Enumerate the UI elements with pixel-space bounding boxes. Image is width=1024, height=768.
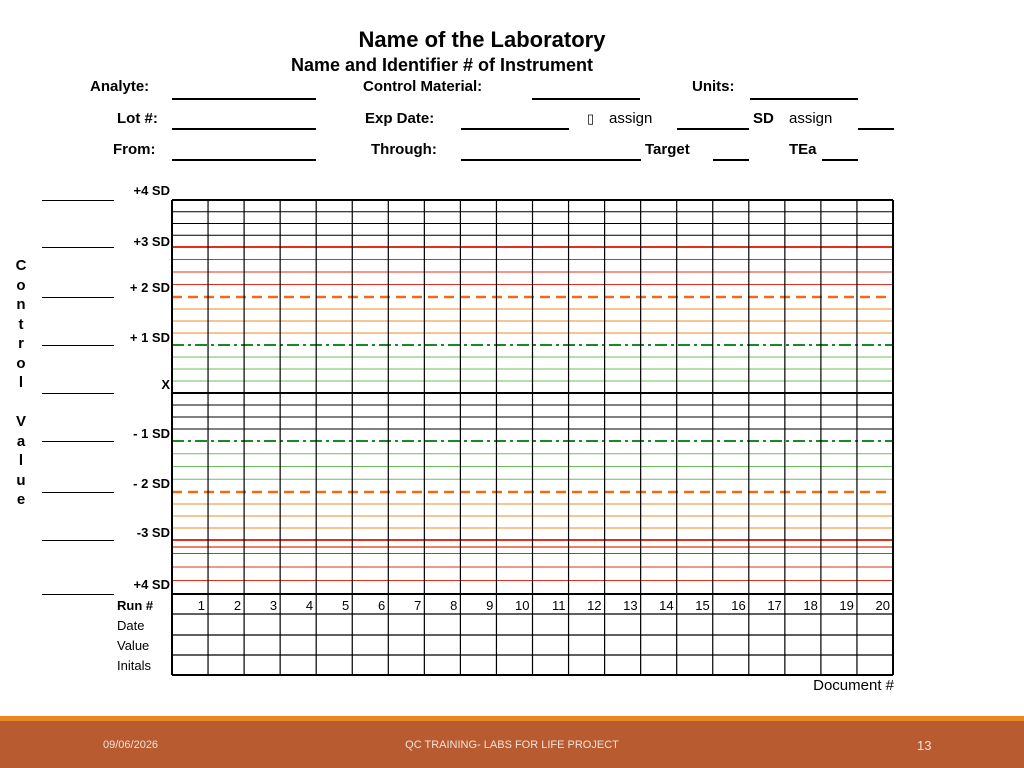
- sd-assign-label: assign: [789, 110, 833, 127]
- run-number: 2: [233, 598, 242, 613]
- through-label: Through:: [371, 141, 437, 158]
- axis-letter: C: [15, 257, 27, 274]
- table-row-label: Value: [117, 638, 150, 653]
- sd-level-label: + 2 SD: [129, 280, 170, 295]
- run-number: 18: [803, 598, 818, 613]
- run-number: 20: [875, 598, 890, 613]
- run-number: 11: [552, 598, 566, 613]
- lot-label: Lot #:: [117, 110, 158, 127]
- analyte-label: Analyte:: [90, 78, 150, 95]
- units-label: Units:: [692, 78, 735, 95]
- lab-name-title: Name of the Laboratory: [358, 27, 606, 52]
- sd-level-label: - 1 SD: [133, 426, 170, 441]
- run-number: 13: [623, 598, 638, 613]
- axis-letter: l: [18, 374, 24, 391]
- sd-level-label: +4 SD: [133, 577, 170, 592]
- footer-page-number: 13: [917, 738, 932, 753]
- axis-letter: V: [15, 413, 26, 430]
- run-number: 6: [378, 598, 386, 613]
- document-number-label: Document #: [813, 677, 894, 694]
- run-number: 15: [695, 598, 710, 613]
- run-number: 16: [731, 598, 746, 613]
- exp-date-label: Exp Date:: [365, 110, 435, 127]
- target-label: Target: [645, 141, 690, 158]
- footer-title: QC TRAINING- LABS FOR LIFE PROJECT: [405, 739, 619, 751]
- axis-letter: u: [16, 471, 26, 489]
- axis-letter: n: [16, 296, 26, 313]
- axis-letter: r: [18, 335, 24, 352]
- sd-level-label: - 2 SD: [133, 476, 170, 491]
- run-number: 17: [767, 598, 782, 613]
- sd-level-label: + 1 SD: [129, 330, 170, 345]
- tea-label: TEa: [789, 141, 817, 158]
- from-label: From:: [113, 141, 156, 158]
- mean-assign-label: assign: [609, 110, 653, 127]
- run-number: 19: [839, 598, 854, 613]
- sd-level-label: X: [161, 377, 170, 392]
- table-row-label: Initals: [117, 658, 151, 673]
- run-number: 10: [514, 598, 530, 613]
- run-number: 7: [414, 598, 422, 613]
- run-number: 12: [587, 598, 602, 613]
- axis-letter: e: [16, 491, 26, 508]
- run-number: 3: [269, 598, 278, 613]
- mean-symbol-icon: ▯: [587, 111, 595, 126]
- axis-letter: o: [16, 276, 26, 294]
- run-number: 5: [341, 598, 350, 613]
- sd-level-label: -3 SD: [136, 525, 170, 540]
- table-row-label: Date: [117, 618, 145, 633]
- run-number: 9: [486, 598, 494, 613]
- axis-letter: o: [16, 354, 26, 372]
- sd-label: SD: [753, 110, 774, 127]
- run-number: 4: [305, 598, 314, 613]
- axis-letter: a: [16, 432, 26, 450]
- instrument-subtitle: Name and Identifier # of Instrument: [290, 55, 594, 75]
- run-number: 14: [659, 598, 674, 613]
- sd-level-label: +4 SD: [133, 183, 170, 198]
- axis-letter: l: [18, 452, 24, 469]
- footer-date: 09/06/2026: [103, 739, 159, 751]
- run-number: 1: [197, 598, 205, 613]
- control-material-label: Control Material:: [363, 78, 483, 95]
- run-number: 8: [450, 598, 458, 613]
- axis-letter: t: [18, 315, 24, 333]
- sd-level-label: +3 SD: [133, 234, 170, 249]
- table-row-label: Run #: [117, 598, 154, 613]
